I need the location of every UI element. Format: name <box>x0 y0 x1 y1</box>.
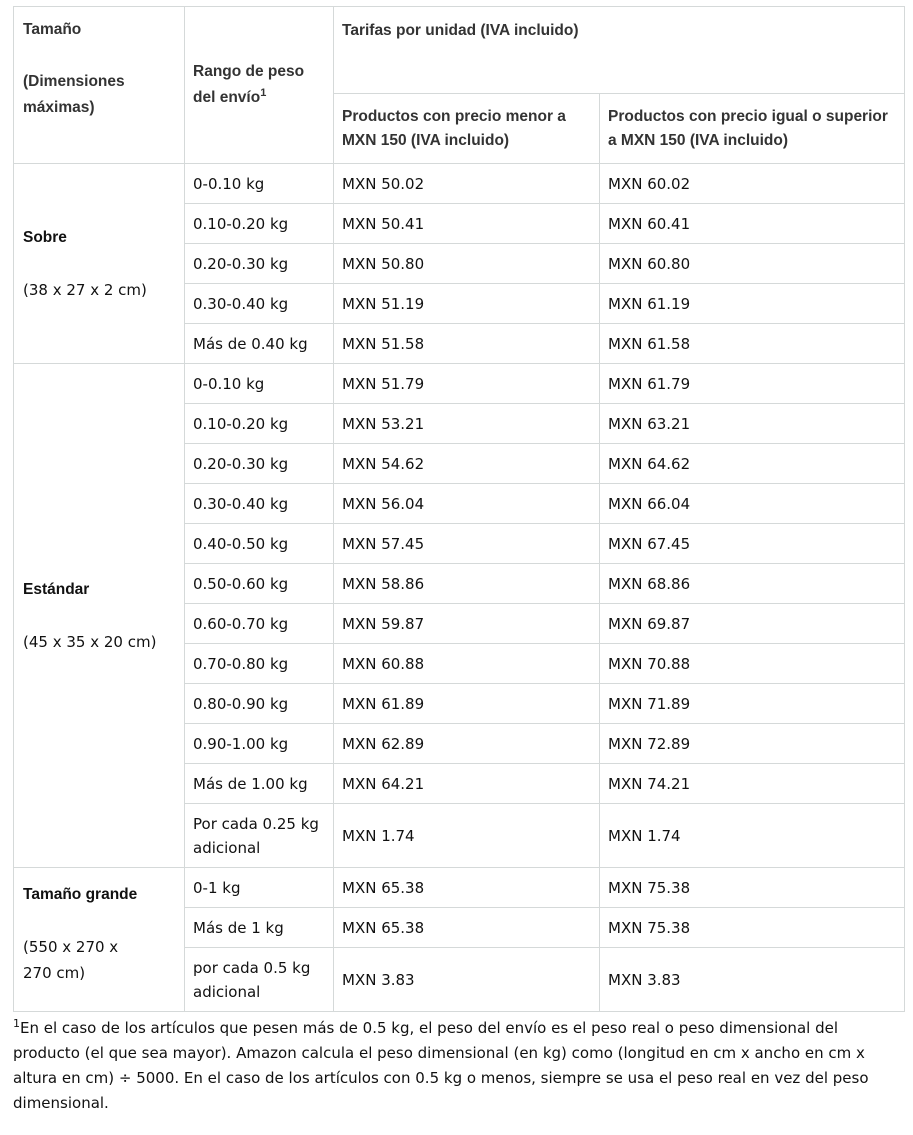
weight-range-cell: por cada 0.5 kg adicional <box>185 948 334 1012</box>
rate-high-cell: MXN 71.89 <box>600 684 905 724</box>
rate-low-cell: MXN 60.88 <box>334 644 600 684</box>
header-weight-range-cell <box>185 7 334 164</box>
weight-range-cell: 0.40-0.50 kg <box>185 524 334 564</box>
rate-low-cell: MXN 50.41 <box>334 204 600 244</box>
rate-high-cell: MXN 3.83 <box>600 948 905 1012</box>
rate-high-cell: MXN 60.41 <box>600 204 905 244</box>
rate-low-cell: MXN 59.87 <box>334 604 600 644</box>
weight-range-cell: 0.90-1.00 kg <box>185 724 334 764</box>
rate-high-cell: MXN 75.38 <box>600 908 905 948</box>
weight-range-cell: Más de 1.00 kg <box>185 764 334 804</box>
weight-range-cell: 0-0.10 kg <box>185 364 334 404</box>
header-col-low <box>334 94 600 164</box>
rate-low-cell: MXN 51.79 <box>334 364 600 404</box>
footnote <box>13 1016 893 1116</box>
table-body <box>14 164 905 1012</box>
rate-high-cell: MXN 61.58 <box>600 324 905 364</box>
table-row <box>14 364 905 404</box>
size-group-cell <box>14 164 185 364</box>
footnote-text: En el caso de los artículos que pesen más de 0.5 kg, el peso del envío es el peso real o peso dimensional del producto (el que sea mayor). Amazon calcula el peso dimensional (en kg) como (longitud en cm x ancho en cm x altura en cm) ÷ 5000. En el caso de los artículos con 0.5 kg o menos, siempre se usa el peso real en vez del peso dimensional. <box>13 1019 869 1112</box>
weight-range-cell: Por cada 0.25 kg adicional <box>185 804 334 868</box>
header-col-high-label: Productos con precio igual o superior a MXN 150 (IVA incluido) <box>608 107 888 149</box>
rate-high-cell: MXN 75.38 <box>600 868 905 908</box>
size-group-dimensions: (45 x 35 x 20 cm) <box>23 632 157 651</box>
rate-low-cell: MXN 65.38 <box>334 908 600 948</box>
rate-low-cell: MXN 57.45 <box>334 524 600 564</box>
rate-low-cell: MXN 50.80 <box>334 244 600 284</box>
rate-high-cell: MXN 66.04 <box>600 484 905 524</box>
weight-range-cell: 0.60-0.70 kg <box>185 604 334 644</box>
rate-low-cell: MXN 1.74 <box>334 804 600 868</box>
weight-range-cell: 0-0.10 kg <box>185 164 334 204</box>
footnote-marker-header: 1 <box>260 87 267 99</box>
rate-high-cell: MXN 63.21 <box>600 404 905 444</box>
weight-range-cell: 0.80-0.90 kg <box>185 684 334 724</box>
size-group-dimensions: (550 x 270 x 270 cm) <box>23 938 119 982</box>
rate-high-cell: MXN 64.62 <box>600 444 905 484</box>
rate-high-cell: MXN 74.21 <box>600 764 905 804</box>
weight-range-cell: Más de 1 kg <box>185 908 334 948</box>
size-group-name: Estándar <box>23 580 90 598</box>
size-group-dimensions: (38 x 27 x 2 cm) <box>23 280 147 299</box>
rate-high-cell: MXN 60.80 <box>600 244 905 284</box>
weight-range-cell: 0.50-0.60 kg <box>185 564 334 604</box>
rate-low-cell: MXN 50.02 <box>334 164 600 204</box>
rate-low-cell: MXN 64.21 <box>334 764 600 804</box>
weight-range-cell: 0-1 kg <box>185 868 334 908</box>
rate-high-cell: MXN 68.86 <box>600 564 905 604</box>
header-col-high <box>600 94 905 164</box>
size-group-cell <box>14 364 185 868</box>
rate-low-cell: MXN 58.86 <box>334 564 600 604</box>
weight-range-cell: 0.10-0.20 kg <box>185 404 334 444</box>
rate-high-cell: MXN 70.88 <box>600 644 905 684</box>
table-row <box>14 164 905 204</box>
rate-low-cell: MXN 3.83 <box>334 948 600 1012</box>
header-size-cell <box>14 7 185 164</box>
weight-range-cell: 0.30-0.40 kg <box>185 484 334 524</box>
header-rates-title: Tarifas por unidad (IVA incluido) <box>334 7 905 94</box>
table-header <box>14 7 905 164</box>
header-weight-range: Rango de peso del envío <box>193 63 305 106</box>
weight-range-cell: 0.20-0.30 kg <box>185 244 334 284</box>
size-group-cell <box>14 868 185 1012</box>
header-size-title: Tamaño <box>23 21 82 38</box>
rate-high-cell: MXN 61.19 <box>600 284 905 324</box>
size-group-name: Tamaño grande <box>23 886 138 903</box>
rate-low-cell: MXN 65.38 <box>334 868 600 908</box>
rate-low-cell: MXN 54.62 <box>334 444 600 484</box>
header-col-low-label: Productos con precio menor a MXN 150 (IVA incluido) <box>342 107 566 149</box>
rate-low-cell: MXN 61.89 <box>334 684 600 724</box>
weight-range-cell: 0.20-0.30 kg <box>185 444 334 484</box>
table-row <box>14 868 905 908</box>
rate-low-cell: MXN 56.04 <box>334 484 600 524</box>
footnote-marker: 1 <box>13 1017 20 1030</box>
rate-high-cell: MXN 69.87 <box>600 604 905 644</box>
rate-high-cell: MXN 61.79 <box>600 364 905 404</box>
rate-low-cell: MXN 51.19 <box>334 284 600 324</box>
shipping-rates-table <box>13 6 905 1012</box>
weight-range-cell: 0.70-0.80 kg <box>185 644 334 684</box>
rate-low-cell: MXN 51.58 <box>334 324 600 364</box>
rate-high-cell: MXN 72.89 <box>600 724 905 764</box>
weight-range-cell: 0.10-0.20 kg <box>185 204 334 244</box>
rate-high-cell: MXN 60.02 <box>600 164 905 204</box>
size-group-name: Sobre <box>23 228 67 246</box>
rate-low-cell: MXN 62.89 <box>334 724 600 764</box>
rate-high-cell: MXN 1.74 <box>600 804 905 868</box>
header-size-subtitle: (Dimensiones máximas) <box>23 73 125 116</box>
weight-range-cell: Más de 0.40 kg <box>185 324 334 364</box>
rate-high-cell: MXN 67.45 <box>600 524 905 564</box>
weight-range-cell: 0.30-0.40 kg <box>185 284 334 324</box>
rate-low-cell: MXN 53.21 <box>334 404 600 444</box>
